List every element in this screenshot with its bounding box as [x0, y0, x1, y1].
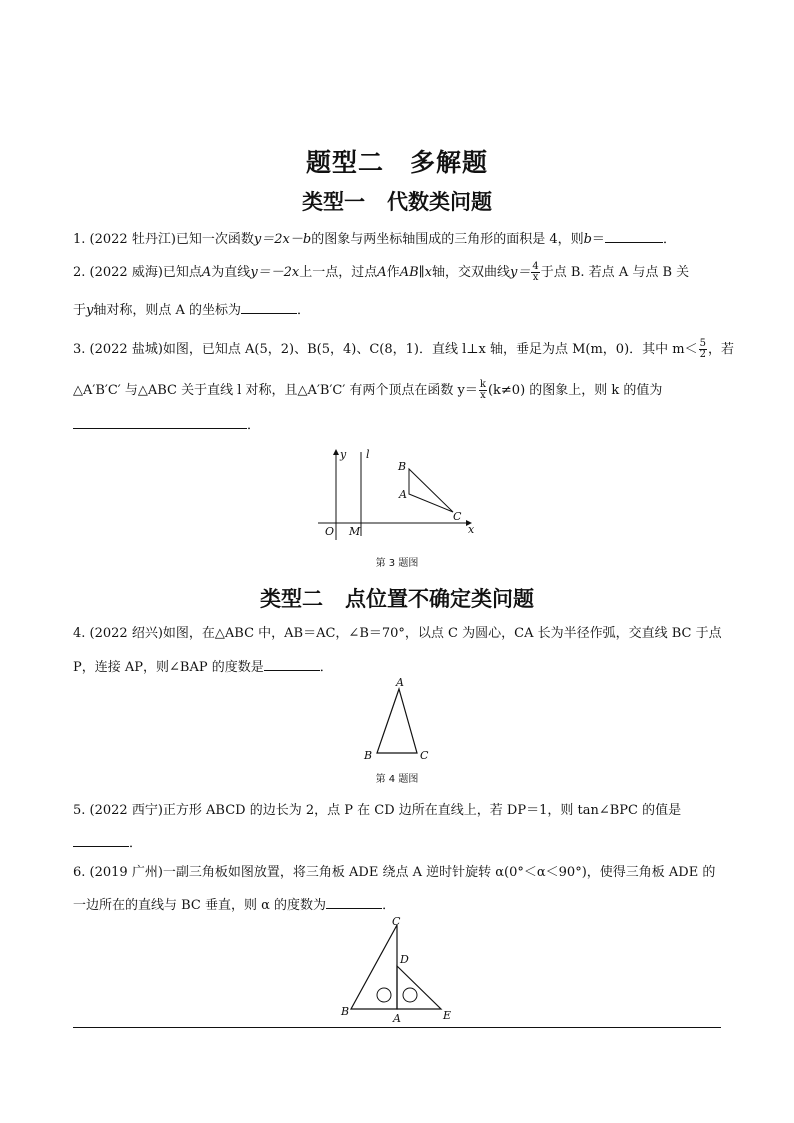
q5-line1: 5. (2022 西宁)正方形 ABCD 的边长为 2，点 P 在 CD 边所在直线上，若 DP＝1，则 tan∠BPC 的值是 [73, 803, 682, 818]
q1-suffix: 的图象与两坐标轴围成的三角形的面积是 4，则 [311, 232, 584, 247]
question-3-line-1 [73, 338, 734, 360]
q6-line2: 一边所在的直线与 BC 垂直，则 α 的度数为 [73, 898, 327, 913]
question-6-line-2 [73, 896, 723, 914]
question-2-line-1 [73, 262, 723, 283]
fig3-label-b: B [398, 460, 407, 473]
question-1 [73, 230, 723, 248]
fig3-label-a: A [399, 488, 407, 501]
figure-4 [360, 676, 440, 762]
question-2-line-2 [73, 301, 723, 319]
q2-line2-b: 轴对称，则点 A 的坐标为 [93, 303, 242, 318]
fig3-label-y: y [340, 448, 347, 461]
fig3-triangle-abc [409, 469, 453, 512]
q2-text-d: 作 [386, 265, 400, 280]
q1-var: b [583, 232, 592, 247]
figure-3 [312, 444, 482, 544]
q1-end: ． [662, 232, 676, 247]
fig6-label-c: C [392, 915, 401, 928]
q2-ab: AB [399, 265, 419, 280]
q3-line2-b: (k≠0) 的图象上，则 k 的值为 [487, 383, 663, 398]
q3-answer-blank[interactable] [73, 416, 247, 429]
q3-end: ． [247, 418, 261, 433]
q1-prefix: 1. (2022 牡丹江)已知一次函数 [73, 232, 254, 247]
title-part2: 多解题 [410, 148, 489, 177]
q3-frac2-num: k [479, 379, 486, 390]
q6-answer-blank[interactable] [326, 896, 382, 909]
q4-end: ． [319, 660, 333, 675]
q3-frac-den: 2 [699, 349, 706, 360]
q2-formula: y＝－2x [250, 265, 300, 280]
q3-frac-num: 5 [699, 338, 706, 349]
question-3-line-3 [73, 416, 723, 434]
fig6-circle-right [403, 988, 417, 1002]
section-heading-2 [0, 583, 794, 613]
figure-3-caption: 第 3 题图 [375, 558, 419, 569]
q1-eq: ＝ [591, 232, 605, 247]
q3-fraction [699, 339, 707, 360]
q2-frac-num: 4 [532, 261, 539, 272]
fig3-y-arrow [333, 449, 339, 455]
question-5-line-2 [73, 834, 723, 852]
figure-4-caption: 第 4 题图 [375, 774, 419, 785]
fig6-label-b: B [341, 1005, 350, 1018]
section-heading-1 [0, 186, 794, 216]
q2-answer-blank[interactable] [241, 301, 297, 314]
q5-answer-blank[interactable] [73, 834, 129, 847]
q1-formula: y＝2x－b [253, 232, 312, 247]
fig4-label-c: C [420, 749, 429, 762]
title-part1: 题型二 [305, 148, 384, 177]
q2-line2-a: 于 [73, 303, 87, 318]
q2-frac-den: x [532, 272, 539, 283]
q3-line1-end: ，若 [707, 342, 734, 357]
question-4-line-2 [73, 658, 723, 676]
fig3-label-o: O [325, 525, 335, 538]
fig3-label-l: l [366, 448, 370, 461]
fig3-label-m: M [349, 525, 361, 538]
fig3-label-x: x [468, 523, 475, 536]
q4-answer-blank[interactable] [264, 658, 320, 671]
q5-end: ． [129, 836, 143, 851]
question-5-line-1 [73, 803, 723, 819]
fig6-label-a: A [393, 1012, 401, 1025]
q1-answer-blank[interactable] [605, 230, 663, 243]
q2-fraction [531, 262, 539, 283]
section2-part1: 类型二 [260, 587, 323, 611]
section1-part2: 代数类问题 [387, 190, 492, 214]
q2-text-e: 轴，交双曲线 [431, 265, 510, 280]
q2-point-a: A [201, 265, 212, 280]
q3-line1: 3. (2022 盐城)如图，已知点 A(5，2)、B(5，4)、C(8，1)．直线 l⊥x 轴，垂足为点 M(m，0)．其中 m＜ [73, 342, 698, 357]
fig6-label-e: E [443, 1009, 452, 1022]
q2-text-b: 为直线 [211, 265, 251, 280]
q2-text-a: 2. (2022 威海)已知点 [73, 265, 202, 280]
q2-y: y [86, 303, 94, 318]
fig4-label-a: A [396, 676, 404, 689]
footer-rule [73, 1027, 721, 1028]
q4-line2: P，连接 AP，则∠BAP 的度数是 [73, 660, 264, 675]
page-title [0, 143, 794, 179]
q6-line1: 6. (2019 广州)一副三角板如图放置，将三角板 ADE 绕点 A 逆时针旋转 α(0°＜α＜90°)，使得三角板 ADE 的 [73, 865, 716, 880]
q2-text-c: 上一点，过点 [299, 265, 378, 280]
q4-line1: 4. (2022 绍兴)如图，在△ABC 中，AB＝AC，∠B＝70°，以点 C 为圆心，CA 长为半径作弧，交直线 BC 于点 [73, 626, 722, 641]
fig6-triangle-ade [397, 966, 441, 1009]
q2-parallel: ∥x [418, 265, 432, 280]
section2-part2: 点位置不确定类问题 [345, 587, 534, 611]
q2-point-a2: A [377, 265, 387, 280]
fig6-triangle-abc [351, 925, 397, 1009]
question-3-line-2 [73, 380, 723, 401]
fig4-label-b: B [364, 749, 373, 762]
fig4-triangle-abc [377, 689, 417, 753]
question-6-line-1 [73, 865, 723, 881]
fig6-label-d: D [400, 953, 409, 966]
fig6-circle-left [377, 988, 391, 1002]
q2-end: ． [297, 303, 311, 318]
fig3-label-c: C [453, 510, 462, 523]
q3-fraction-2 [479, 380, 487, 401]
q2-text-f: 于点 B. 若点 A 与点 B 关 [540, 265, 690, 280]
question-4-line-1 [73, 626, 723, 642]
q3-line2-a: △A′B′C′ 与△ABC 关于直线 l 对称，且△A′B′C′ 有两个顶点在函数 y＝ [73, 383, 478, 398]
q2-y-eq: y＝ [510, 265, 531, 280]
q3-frac2-den: x [480, 390, 486, 401]
section1-part1: 类型一 [302, 190, 365, 214]
figure-6 [336, 913, 460, 1025]
q6-end: ． [382, 898, 396, 913]
